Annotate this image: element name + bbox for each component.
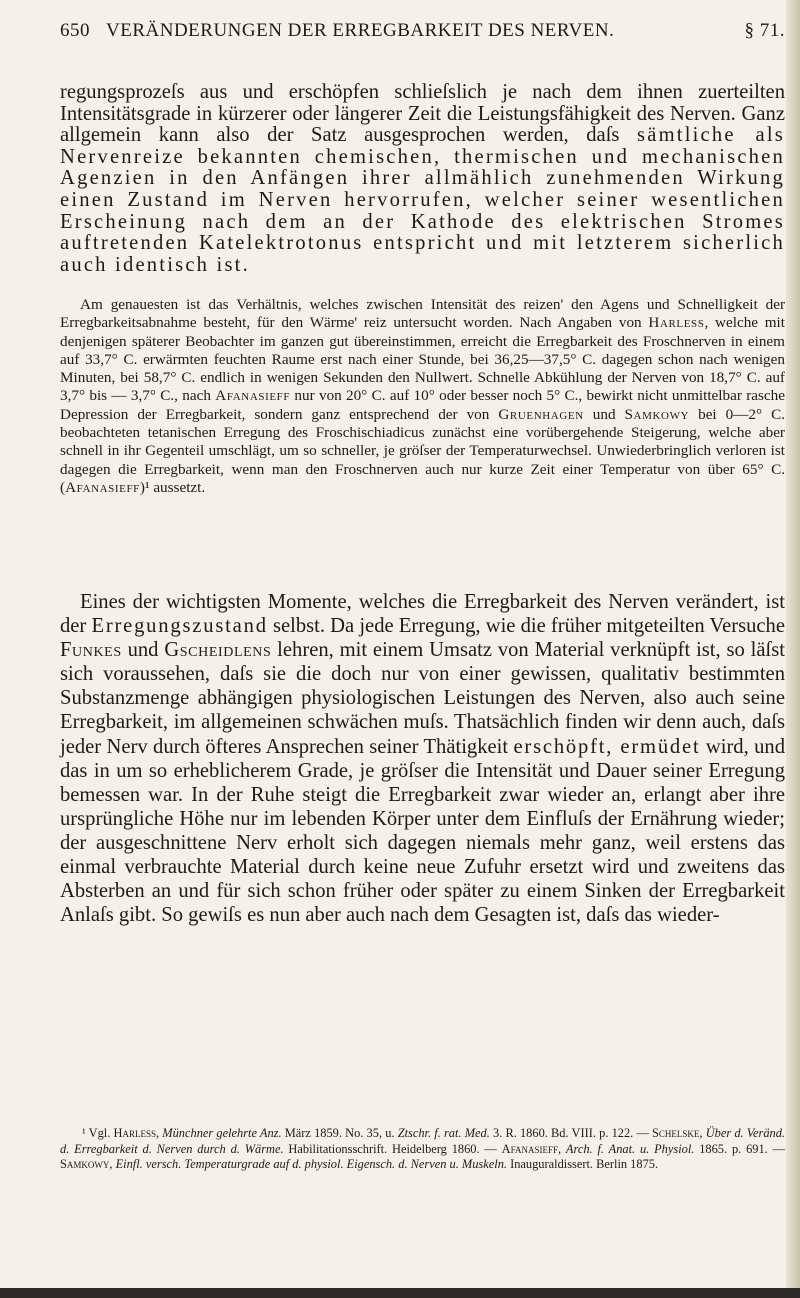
paragraph-1	[60, 82, 785, 276]
paragraph-2-text-2: selbst. Da jede Erregung, wie die früher mitgeteilten Versuche	[267, 615, 785, 638]
footnote-text-1: ¹ Vgl.	[82, 1126, 114, 1140]
footnote-text-3: 3. R. 1860. Bd. VIII. p. 122. —	[489, 1126, 653, 1140]
paragraph-2-text-5: wird, und das in um so erheblicherem Grade, je gröſser die Intensität und Dauer seiner Erregung bemessen war. In der Ruhe steigt die Erregbarkeit zwar wieder an, erlangt aber ihre ursprüngliche Höhe nur im lebenden Körper unter dem Einfluſs der Ernährung wieder; der ausgeschnittene Nerv erholt sich dagegen niemals mehr ganz, weil erstens das einmal verbrauchte Material durch keine neue Zufuhr ersetzt wird und zweitens das Absterben an und für sich schon früher oder später zu einem Sinken der Erregbarkeit Anlaſs gibt. So gewiſs es nun aber auch nach dem Gesagten ist, daſs das wieder-	[60, 735, 786, 927]
small-text-4: und	[583, 405, 625, 423]
author-afanasieff-2: Afanasieff	[65, 478, 140, 496]
paragraph-2-text-1: Eines der wichtigsten Momente, welches die Erregbarkeit des Nerven verändert, ist der	[60, 591, 785, 638]
paragraph-2-text-3: und	[121, 639, 165, 662]
author-harless: Harless	[648, 314, 705, 332]
footnote-author-2: Schelske	[652, 1126, 700, 1140]
footnote-work-2: Ztschr. f. rat. Med.	[397, 1126, 490, 1140]
small-text-3: nur von 20° C. auf 10° oder besser noch 5° C., bewirkt nicht unmittelbar rasche Depression der Erregbarkeit, sondern ganz entsprechend der von	[60, 387, 785, 423]
footnote-text-2: März 1859. No. 35, u.	[281, 1126, 398, 1140]
paragraph-2-emphasis-1: Erregungszustand	[91, 615, 268, 638]
paragraph-1-emphasis: sämtliche als Nervenreize bekannten chemischen, thermischen und mechanischen Agenzien in den Anfängen ihrer allmählich zunehmenden Wirkung einen Zustand im Nerven hervorrufen, welcher seiner wesentlichen Erscheinung nach dem an der Kathode des elektrischen Stromes auftretenden Katelektrotonus entspricht und mit letzterem sicherlich auch identisch ist.	[60, 124, 785, 276]
footnote-work-5: Einfl. versch. Temperaturgrade auf d. physiol. Eigensch. d. Nerven u. Muskeln.	[115, 1157, 507, 1171]
page-number: 650	[60, 20, 90, 41]
section-number: § 71.	[744, 20, 785, 41]
running-head-title: VERÄNDERUNGEN DER ERREGBARKEIT DES NERVEN.	[106, 20, 615, 41]
footnote-author-1: Harless	[113, 1126, 156, 1140]
footnote-author-3: Afanasieff	[501, 1141, 558, 1156]
paragraph-2-text-4: lehren, mit einem Umsatz von Material verknüpft ist, so läſst sich voraussehen, daſs sie die doch nur von einer gewissen, qualitativ bestimmten Substanzmenge abhängigen physiologischen Leistungen des Nerven, also auch seine Erregbarkeit, im allgemeinen schwächen muſs. Thatsächlich finden wir denn auch, daſs jeder Nerv durch öfteres Ansprechen seiner Thätigkeit	[60, 639, 785, 758]
scan-bottom-band	[0, 1288, 800, 1298]
footnote-author-4: Samkowy	[60, 1157, 110, 1171]
footnote-1: ¹ Vgl. Harless, Münchner gelehrte Anz. März 1859. No. 35, u. Ztschr. f. rat. Med. 3. R. 1860. Bd. VIII. p. 122. — Schelske, Über d. Veränd. d. Erregbarkeit d. Nerven durch d. Wärme. Habilitationsschrift. Heidelberg 1860. — Afanasieff, Arch. f. Anat. u. Physiol. 1865. p. 691. — Samkowy, Einfl. versch. Temperaturgrade auf d. physiol. Eigensch. d. Nerven u. Muskeln. Inauguraldissert. Berlin 1875.	[60, 1126, 786, 1171]
footnote-work-3: Über d. Veränd. d. Erregbarkeit d. Nerven durch d. Wärme.	[60, 1126, 786, 1156]
author-samkowy: Samkowy	[624, 405, 690, 423]
footnote-text-5: 1865. p. 691. —	[694, 1141, 785, 1156]
footnote-text-6: Inauguraldissert. Berlin 1875.	[507, 1157, 659, 1171]
running-head	[60, 20, 785, 50]
footnote-text-4: Habilitationsschrift. Heidelberg 1860. —	[283, 1141, 502, 1156]
author-afanasieff: Afanasieff	[215, 387, 291, 405]
page-edge-shadow	[786, 0, 800, 1298]
paragraph-1-text: regungsprozeſs aus und erschöpfen schlieſslich je nach dem ihnen zuerteilten Intensitätsgrade in kürzerer oder längerer Zeit die Leistungsfähigkeit des Nerven. Ganz allgemein kann also der Satz ausgesprochen werden, daſs	[60, 81, 785, 147]
author-gscheidlen: Gscheidlens	[164, 639, 272, 662]
small-text-5: bei 0—2° C. beobachteten tetanischen Erregung des Froschischiadicus zunächst eine vorübergehende Steigerung, welche aber schnell in ihr Gegenteil umschlägt, um so schneller, je gröſser der Temperaturwechsel. Unwiederbringlich verloren ist dagegen die Erregbarkeit, wenn man den Froschnerven auch nur kurze Zeit einer Temperatur von über 65° C. (	[60, 405, 785, 496]
paragraph-2	[60, 590, 785, 927]
small-text-1: Am genauesten ist das Verhältnis, welches zwischen Intensität des reizen' den Agens und Schnelligkeit der Erregbarkeitsabnahme besteht, für den Wärme' reiz untersucht worden. Nach Angaben von	[60, 296, 785, 332]
footnote-work-4: Arch. f. Anat. u. Physiol.	[565, 1141, 695, 1156]
small-text-2: , welche mit denjenigen späterer Beobachter im ganzen gut übereinstimmen, erreicht die Erregbarkeit des Froschnerven in einem auf 33,7° C. erwärmten feuchten Raume erst nach einer Stunde, bei 36,25—37,5° C. dagegen schon nach wenigen Minuten, bei 58,7° C. endlich in wenigen Sekunden den Nullwert. Schnelle Abkühlung der Nerven von 18,7° C. auf 3,7° bis — 3,7° C., nach	[60, 314, 786, 405]
paragraph-2-emphasis-2: erschöpft, ermüdet	[513, 735, 701, 758]
paragraph-small-print	[60, 296, 785, 497]
small-text-6: )¹ aussetzt.	[139, 478, 206, 496]
author-funke: Funkes	[60, 639, 122, 662]
footnote-work-1: Münchner gelehrte Anz.	[162, 1126, 282, 1140]
author-gruenhagen: Gruenhagen	[498, 405, 584, 423]
footnotes	[60, 1126, 785, 1173]
